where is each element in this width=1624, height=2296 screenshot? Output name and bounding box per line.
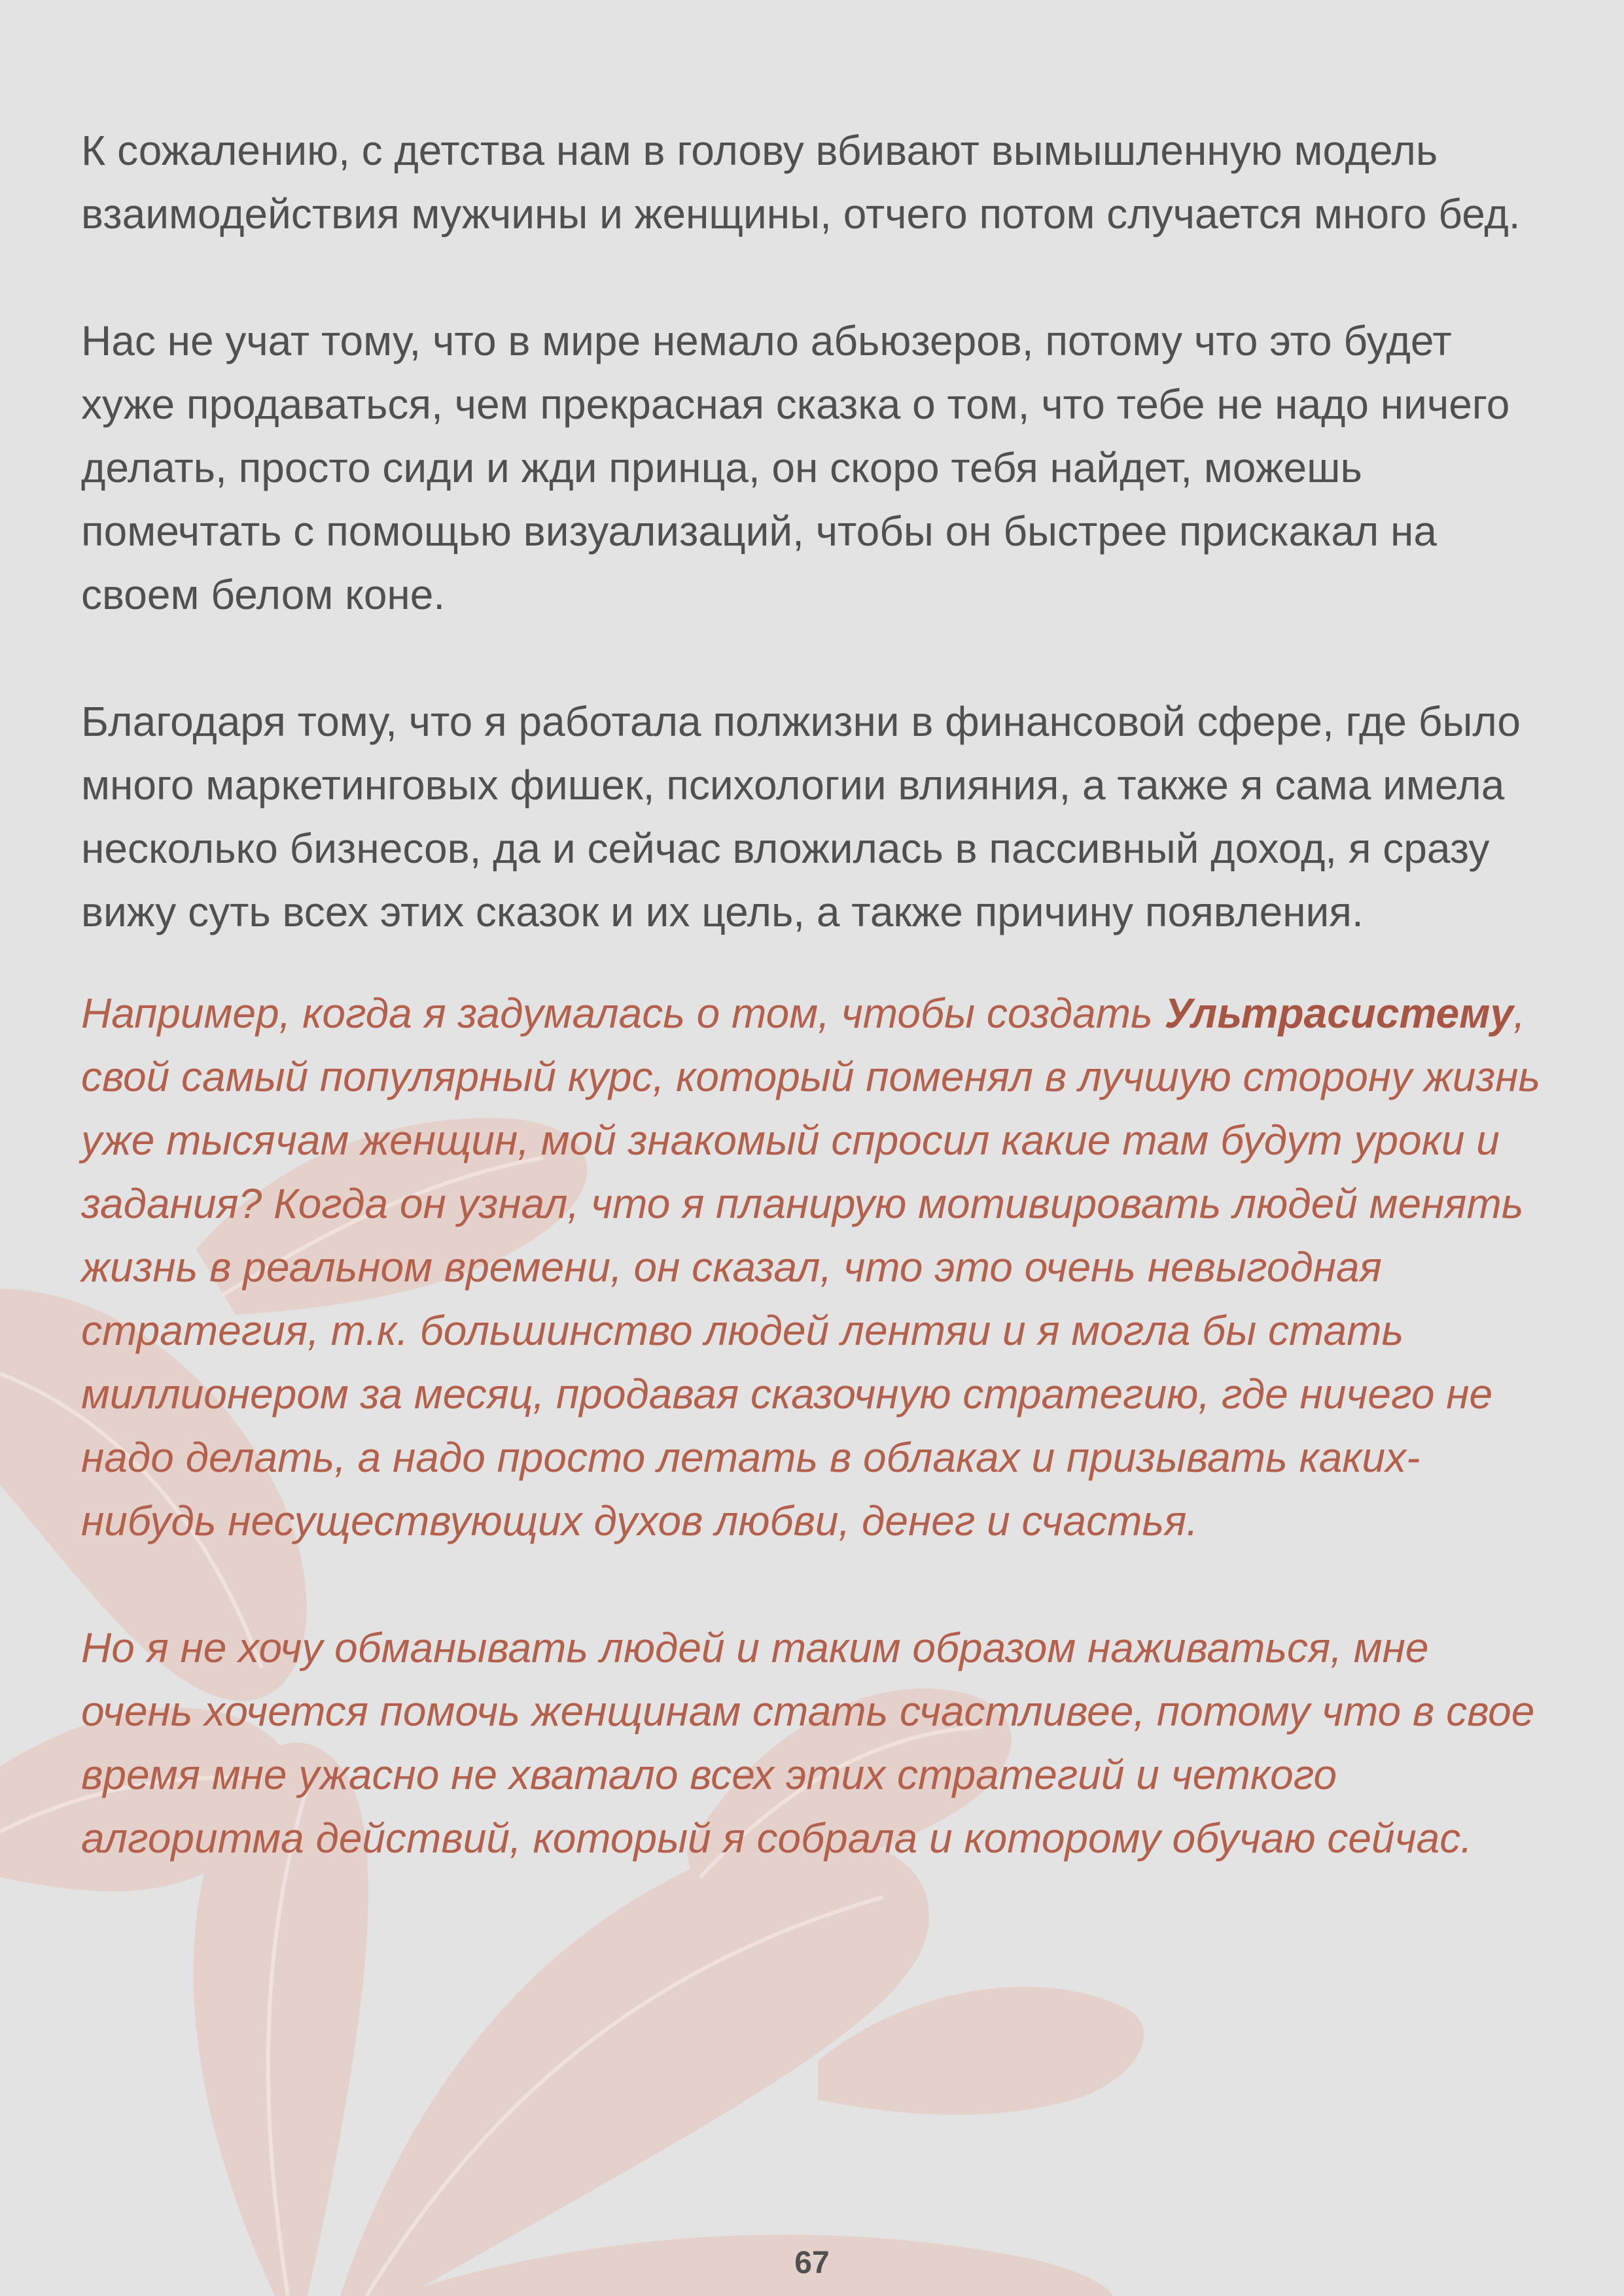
paragraph: Благодаря тому, что я работала полжизни в финансовой сфере, где было много маркетинговых фишек, психологии влияния, а также я сама имела несколько бизнесов, да и сейчас вложилась в пассивный доход, я сразу вижу суть всех этих сказок и их цель, а также причину появления.: [81, 698, 1521, 935]
paragraph: Нас не учат тому, что в мире немало абьюзеров, потому что это будет хуже продаваться, чем прекрасная сказка о том, что тебе не надо ничего делать, просто сиди и жди принца, он скоро тебя найдет, можешь помечтать с помощью визуализаций, чтобы он быстрее прискакал на своем белом коне.: [81, 317, 1510, 618]
paragraph: К сожалению, с детства нам в голову вбивают вымышленную модель взаимодействия мужчины и женщины, отчего потом случается много бед.: [81, 127, 1521, 237]
highlight-text: , свой самый популярный курс, который поменял в лучшую сторону жизнь уже тысячам женщин, мой знакомый спросил какие там будут уроки и задания? Когда он узнал, что я планирую мотивировать людей менять жизнь в реальном времени, он сказал, что это очень невыгодная стратегия, т.к. большинство людей лентяи и я могла бы стать миллионером за месяц, продавая сказочную стратегию, где ничего не надо делать, а надо просто летать в облаках и призывать каких-нибудь несуществующих духов любви, денег и счастья.: [81, 990, 1541, 1544]
course-name: Ультрасистему: [1164, 990, 1514, 1037]
highlighted-paragraph: [81, 982, 1547, 1553]
highlighted-paragraph: Но я не хочу обманывать людей и таким образом наживаться, мне очень хочется помочь женщинам стать счастливее, потому что в свое время мне ужасно не хватало всех этих стратегий и четкого алгоритма действий, который я собрала и которому обучаю сейчас.: [81, 1624, 1535, 1862]
page-content: [81, 119, 1547, 1870]
page-number: 67: [794, 2246, 830, 2280]
highlight-text: Например, когда я задумалась о том, чтобы создать: [81, 990, 1165, 1037]
